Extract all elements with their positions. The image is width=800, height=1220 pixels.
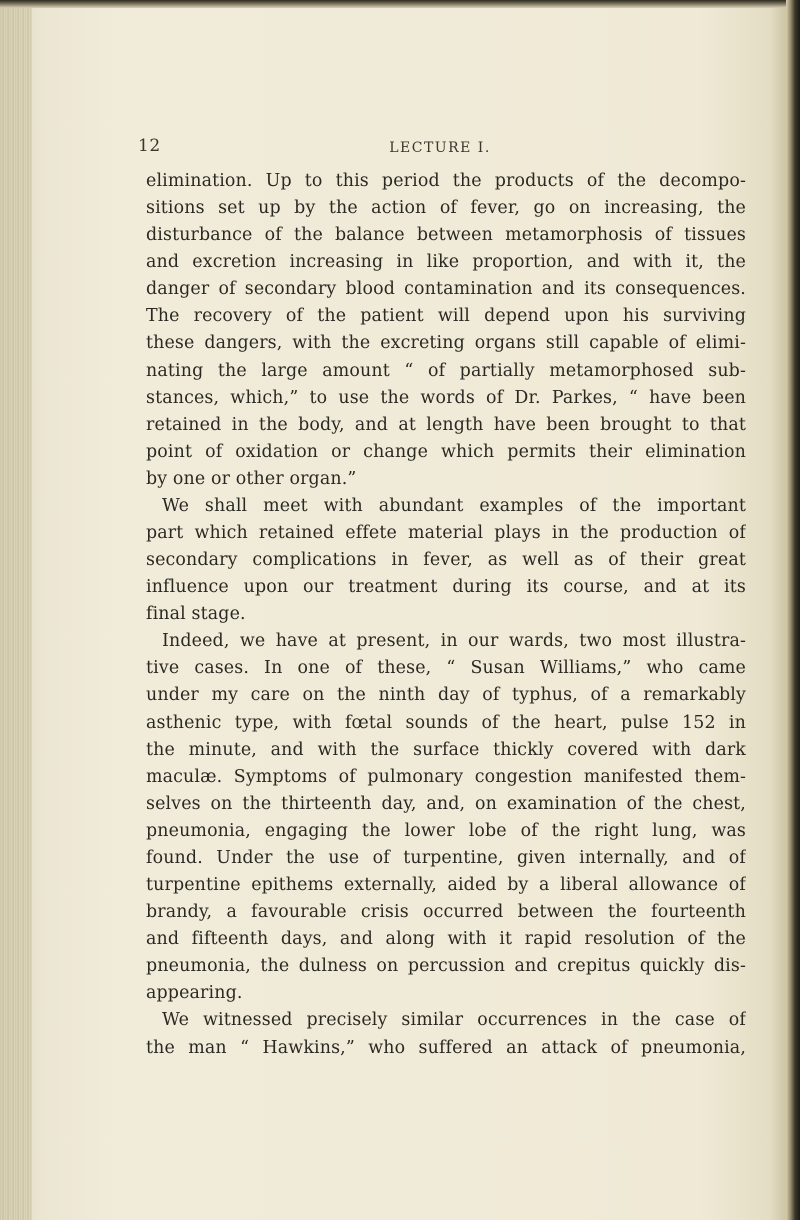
page-binding-edge: [0, 0, 32, 1220]
text-line: appearing.: [146, 983, 243, 1004]
page-top-edge: [0, 0, 800, 8]
page-number: 12: [138, 136, 161, 156]
text-line: these dangers, with the excreting organs still capable of elimi-: [146, 333, 746, 354]
text-line: stances, which,” to use the words of Dr. Parkes, “ have been: [146, 387, 746, 408]
text-line: tive cases. In one of these, “ Susan Williams,” who came: [146, 658, 746, 679]
page-right-edge: [786, 0, 800, 1220]
text-line: elimination. Up to this period the products of the decompo-: [146, 171, 746, 191]
text-line: found. Under the use of turpentine, given internally, and of: [146, 847, 746, 868]
running-head: LECTURE I.: [389, 140, 491, 156]
text-line: turpentine epithems externally, aided by a liberal allowance of: [146, 875, 746, 896]
text-line: maculæ. Symptoms of pulmonary congestion manifested them-: [146, 766, 746, 787]
text-line: nating the large amount “ of partially metamorphosed sub-: [146, 360, 746, 381]
text-line: brandy, a favourable crisis occurred between the fourteenth: [146, 902, 746, 923]
text-line: The recovery of the patient will depend upon his surviving: [146, 306, 746, 327]
text-line: final stage.: [146, 604, 246, 625]
text-line: and fifteenth days, and along with it rapid resolution of the: [146, 929, 746, 950]
text-line: pneumonia, engaging the lower lobe of the right lung, was: [146, 820, 746, 841]
text-line: sitions set up by the action of fever, go on increasing, the: [146, 198, 746, 219]
text-line: We shall meet with abundant examples of the important: [162, 495, 746, 516]
page-header: [130, 136, 750, 160]
text-line: the minute, and with the surface thickly covered with dark: [146, 739, 746, 760]
text-line: part which retained effete material plays in the production of: [146, 523, 746, 544]
text-line: influence upon our treatment during its course, and at its: [146, 577, 746, 598]
body-text: [146, 168, 746, 1062]
text-line: secondary complications in fever, as well as of their great: [146, 550, 746, 571]
text-line: danger of secondary blood contamination and its consequences.: [146, 279, 746, 300]
text-line: selves on the thirteenth day, and, on examination of the chest,: [146, 793, 746, 814]
text-line: disturbance of the balance between metamorphosis of tissues: [146, 225, 746, 246]
text-line: by one or other organ.”: [146, 468, 357, 489]
text-line: and excretion increasing in like proportion, and with it, the: [146, 252, 746, 273]
text-line: We witnessed precisely similar occurrences in the case of: [162, 1010, 746, 1031]
text-line: retained in the body, and at length have been brought to that: [146, 414, 746, 435]
text-line: pneumonia, the dulness on percussion and crepitus quickly dis-: [146, 956, 746, 977]
text-line: Indeed, we have at present, in our wards, two most illustra-: [162, 631, 746, 652]
text-line: asthenic type, with fœtal sounds of the heart, pulse 152 in: [146, 712, 746, 733]
text-line: the man “ Hawkins,” who suffered an attack of pneumonia,: [146, 1037, 746, 1058]
text-line: point of oxidation or change which permits their elimination: [146, 441, 746, 462]
text-line: under my care on the ninth day of typhus, of a remarkably: [146, 685, 746, 706]
